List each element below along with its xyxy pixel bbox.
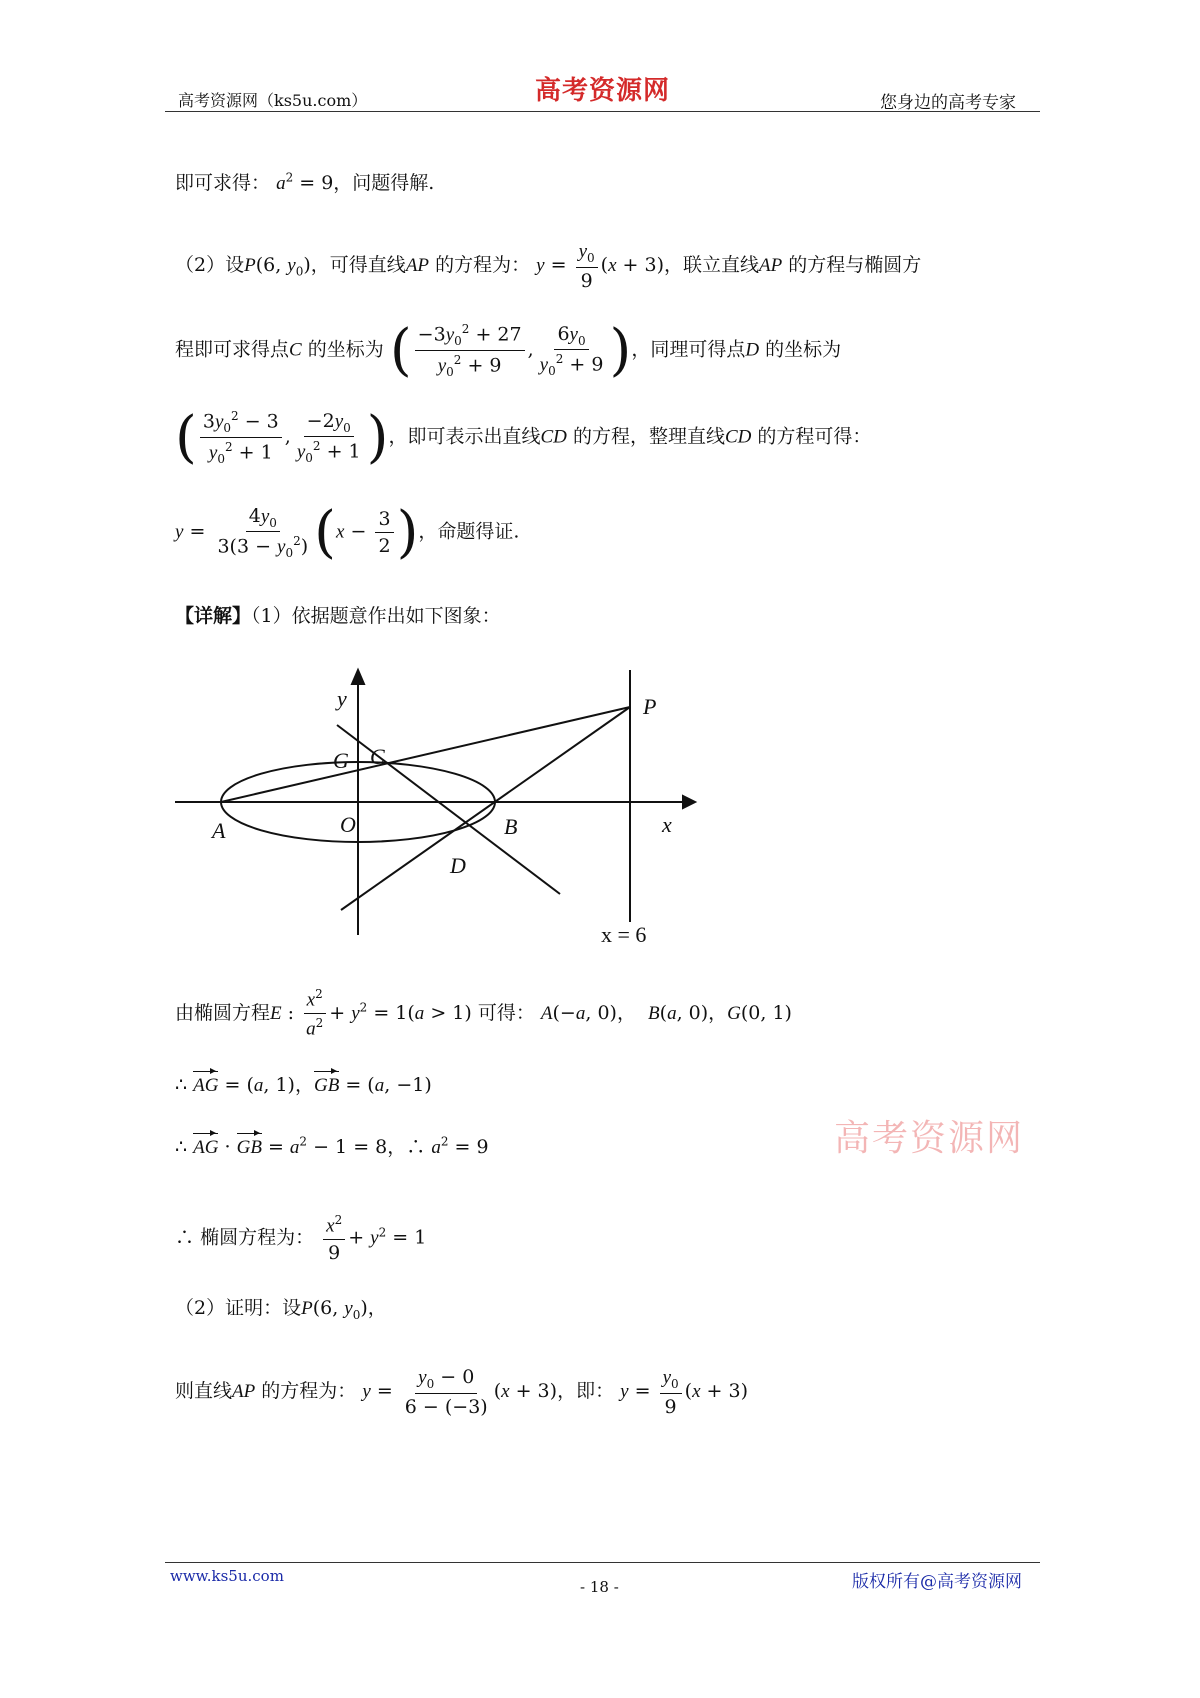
- label-x6: x = 6: [601, 922, 647, 947]
- footer-copyright: 版权所有@高考资源网: [852, 1572, 1022, 1592]
- solution-line-10: ∴ 椭圆方程为： $\frac{x^2}{9}$ + $y^2 = 1$: [175, 1213, 427, 1265]
- solution-line-1: 即可求得： $a^2 = 9$，问题得解.: [175, 170, 435, 194]
- label-D: D: [450, 853, 466, 878]
- solution-line-12: 则直线AP 的方程为： y = $\frac{y_0 - 0}{6 - (-3)}$ (x + 3)，即： y = $\frac{y_0}{9}$ (x + 3): [175, 1366, 748, 1418]
- label-A: A: [212, 818, 226, 843]
- label-O: O: [340, 812, 356, 837]
- x-axis-arrow: [683, 796, 695, 808]
- detail-heading: 【详解】（1）依据题意作出如下图象：: [175, 605, 501, 627]
- header-logo: 高考资源网: [535, 76, 671, 106]
- label-B: B: [504, 814, 518, 839]
- label-C: C: [370, 744, 385, 769]
- solution-line-3: 程即可求得点C 的坐标为 ( $\frac{-3y_0^2 + 27}{y_0^2 + 9}$ , $\frac{6y_0}{y_0^2 + 9}$ )，同理可得点D 的坐标为: [175, 318, 842, 383]
- line-AP: [221, 707, 630, 802]
- solution-line-11: （2）证明：设P(6, $y_0$)，: [175, 1297, 387, 1322]
- page-number: - 18 -: [580, 1578, 619, 1596]
- solution-line-2: （2）设P(6, $y_0$)，可得直线AP 的方程为： y = $\frac{y_0}{9}$ (x + 3)，联立直线AP 的方程与椭圆方: [175, 241, 922, 292]
- solution-line-8: ∴ AG = (a, 1)，GB = (a, −1): [175, 1074, 432, 1096]
- watermark: 高考资源网: [834, 1118, 1025, 1159]
- solution-line-9: ∴ AG · GB = $a^2 - 1 = 8$，∴ $a^2 = 9$: [175, 1134, 489, 1158]
- label-G: G: [333, 748, 349, 773]
- footer-link[interactable]: www.ks5u.com: [170, 1567, 284, 1585]
- line-PD: [341, 707, 630, 910]
- solution-line-4: ( $\frac{3y_0^2 - 3}{y_0^2 + 1}$ , $\frac{-2y_0}{y_0^2 + 1}$ )，即可表示出直线CD 的方程，整理直线CD 的方程可得：: [175, 405, 872, 470]
- ellipse-diagram: [165, 660, 705, 950]
- solution-line-5: y = $\frac{4y_0}{3(3 - y_0^2)}$ (x − $\frac{3}{2}$ )，命题得证.: [175, 500, 520, 565]
- header-left: 高考资源网（ks5u.com）: [178, 91, 368, 110]
- header-right: 您身边的高考专家: [880, 93, 1016, 113]
- label-y: y: [337, 686, 347, 711]
- y-axis-arrow: [352, 670, 364, 684]
- label-x: x: [662, 812, 672, 837]
- label-P: P: [643, 694, 657, 719]
- header-rule: [165, 111, 1040, 112]
- footer-rule: [165, 1562, 1040, 1563]
- solution-line-7: 由椭圆方程E : $\frac{x^2}{a^2}$ + $y^2 = 1(a > 1)$ 可得： A(−a, 0)， B(a, 0)，G(0, 1): [175, 987, 792, 1040]
